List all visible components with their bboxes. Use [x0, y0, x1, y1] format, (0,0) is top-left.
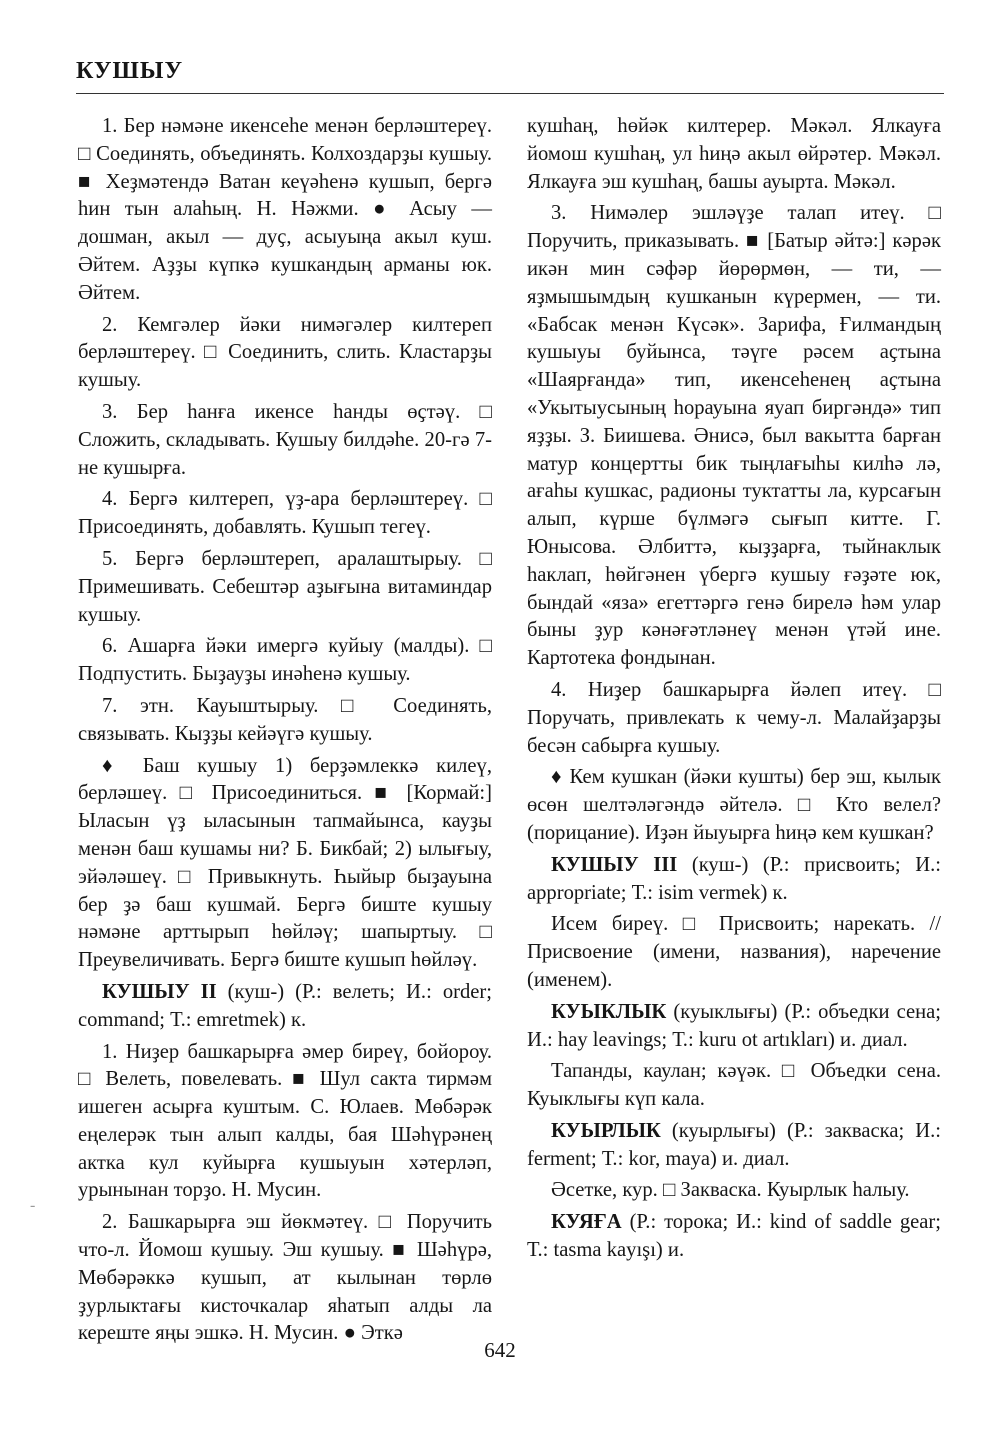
entry-headword-paragraph: КУШЫУ III (куш-) (Р.: присвоить; И.: appropriate; Т.: isim vermek) к. — [527, 853, 941, 904]
running-header: КУШЫУ — [76, 58, 184, 84]
entry-paragraph: 3. Нимәлер эшләүҙе талап итеү. □ Поручить, приказывать. ■ [Батыр әйтә:] кәрәк икән мин сәфәр йөрөрмөн, — ти, — яҙмышымдың кушканын күрермен, — ти. «Бабсак менән Күсәк». Зарифа, Ғилмандың кушыуы буйынса, тәүге рәсем аҫтына «Шаярғанда» тип, икенсеһенең аҫтына «Укытыусының һорауына яуап биргәндә» тип яҙҙы. З. Биишева. Әнисә, был вакытта барған матур концертты бик тыңлағыһы килһә лә, ағаһы кушкас, радионы туктатты ла, курсағын алып, күрше бүлмәгә сығып китте. Г. Юнысова. Әлбиттә, кыҙҙарға, тыйнаклык һаклап, һөйгәнен үбергә кушыу ғәҙәте юк, бындай «яза» егеттәргә генә бирелә һәм улар быны ҙур кәнәғәтләнеү менән үтәй ине. Картотека фондынан. — [527, 202, 941, 670]
page-number: 642 — [484, 1338, 516, 1362]
left-column — [78, 113, 492, 1348]
entry-paragraph: ♦ Кем кушкан (йәки кушты) бер эш, кылык өсөн шелтәләгәндә әйтелә. □ Кто велел? (порицание). Иҙән йыуырға һиңә кем кушкан? — [527, 766, 941, 844]
margin-mark: - — [30, 1197, 36, 1214]
entry-paragraph: 7. этн. Кауыштырыу. □ Соединять, связывать. Кыҙҙы кейәүгә кушыу. — [78, 694, 492, 745]
entry-headword-paragraph: КУШЫУ II (куш-) (Р.: велеть; И.: order; command; Т.: emretmek) к. — [78, 980, 492, 1031]
entry-paragraph: ♦ Баш кушыу 1) берҙәмлеккә килеү, берләшеү. □ Присоединиться. ■ [Кормай:] Ыласын үҙ ыласынын тапмайынса, кауҙы менән баш кушамы ни? Б. Бикбай; 2) ылығыу, эйәләшеү. □ Привыкнуть. Һыйыр быҙауына бер ҙә баш кушмай. Бергә биште кушыу нәмәне арттырып һөйләү; шапыртыу. □ Преувеличивать. Бергә биште кушып һөйләү. — [78, 754, 492, 972]
entry-paragraph: 4. Бергә килтереп, үҙ-ара берләштереү. □ Присоединять, добавлять. Кушып тегеү. — [78, 488, 492, 539]
entry-paragraph: 2. Башкарырға эш йөкмәтеү. □ Поручить что-л. Йомош кушыу. Эш кушыу. ■ Шәһүрә, Мөбәрәккә кушып, ат кылынан төрлө ҙурлыктағы кисточкалар яһатып алды ла кереште яңы эшкә. Н. Мусин. ● Эткә — [78, 1211, 492, 1345]
entry-headword-paragraph: КУЫРЛЫК (куырлығы) (Р.: закваска; И.: ferment; Т.: kor, maya) и. диал. — [527, 1119, 941, 1170]
entry-paragraph: 5. Бергә берләштереп, аралаштырыу. □ Примешивать. Себештәр аҙығына витаминдар кушыу. — [78, 547, 492, 626]
entry-paragraph: 1. Бер нәмәне икенсеһе менән берләштереү. □ Соединять, объединять. Колхоздарҙы кушыу. ■ Хеҙмәтендә Ватан кеүәһенә кушып, бергә һин тын алаһың. Н. Нәжми. ● Асыу — дошман, акыл — дуҫ, асыуыңа акыл куш. Әйтем. Аҙҙы күпкә кушкандың арманы юк. Әйтем. — [78, 115, 492, 304]
header-rule — [76, 93, 944, 94]
right-column — [527, 113, 941, 1265]
entry-paragraph: 4. Ниҙер башкарырға йәлеп итеү. □ Поручать, привлекать к чему-л. Малайҙарҙы бесән сабырға кушыу. — [527, 678, 941, 757]
entry-paragraph: Исем биреү. □ Присвоить; нарекать. // Присвоение (имени, названия), наречение (именем). — [527, 913, 941, 991]
entry-paragraph: 6. Ашарға йәки имергә куйыу (малды). □ Подпустить. Быҙауҙы инәһенә кушыу. — [78, 635, 492, 686]
entry-paragraph: 3. Бер һанға икенсе һанды өҫтәү. □ Сложить, складывать. Кушыу билдәһе. 20-гә 7-не кушырға. — [78, 400, 492, 479]
entry-headword-paragraph: КУЫКЛЫК (куыклығы) (Р.: объедки сена; И.: hay leavings; Т.: kuru ot artıkları) и. диал. — [527, 1000, 941, 1051]
entry-headword-paragraph: КУЯҒА (Р.: торока; И.: kind of saddle gear; Т.: tasma kayışı) и. — [527, 1211, 941, 1262]
entry-paragraph: Тапанды, каулан; кәүәк. □ Объедки сена. Куыклығы күп кала. — [527, 1060, 941, 1111]
entry-paragraph: 1. Ниҙер башкарырға әмер биреү, бойороу. □ Велеть, повелевать. ■ Шул сакта тирмәм ишеген асырға куштым. С. Юлаев. Мөбәрәк еңелерәк тын алып калды, бая Шәһүрәнең актка кул куйырға кушыуын хәтерләп, урынынан торҙо. Н. Мусин. — [78, 1040, 492, 1202]
entry-paragraph: кушһаң, һөйәк килтерер. Мәкәл. Ялкауға йомош кушһаң, ул һиңә акыл өйрәтер. Мәкәл. Ялкауға эш кушһаң, башы ауырта. Мәкәл. — [527, 115, 941, 193]
entry-paragraph: Әсетке, кур. □ Закваска. Куырлык һалыу. — [551, 1179, 910, 1202]
entry-paragraph: 2. Кемгәлер йәки нимәгәлер килтереп берләштереү. □ Соединить, слить. Кластарҙы кушыу. — [78, 313, 492, 392]
